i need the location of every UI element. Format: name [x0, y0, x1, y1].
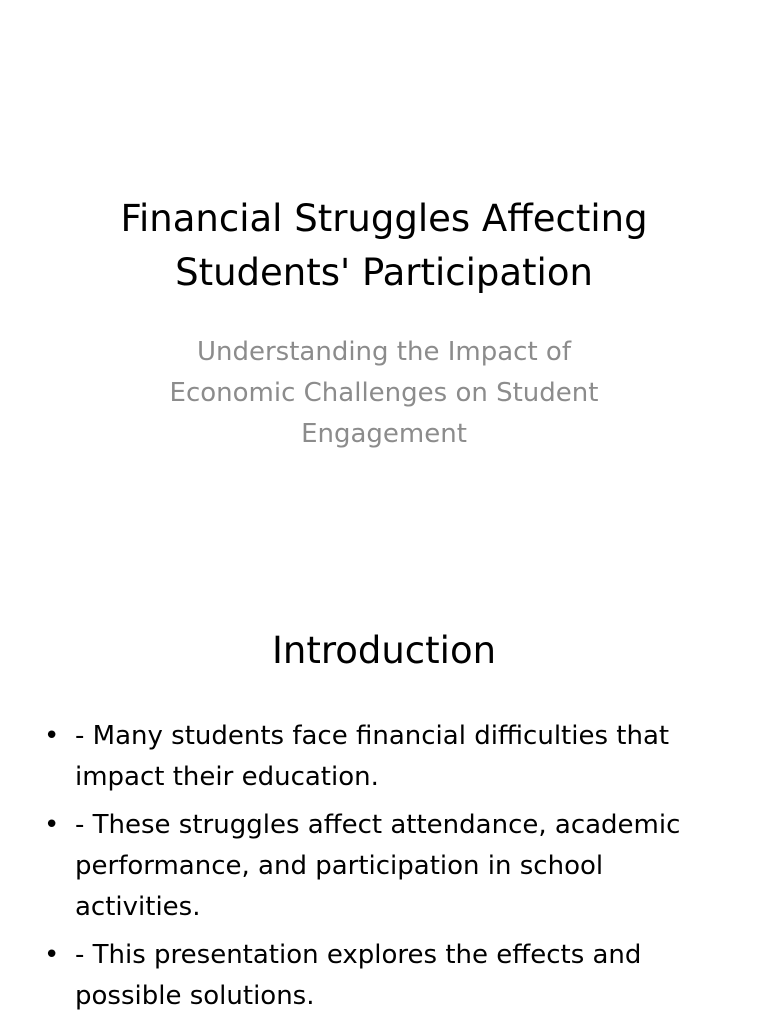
bullet-text: - Many students face financial difficulties that impact their education.	[75, 721, 670, 792]
slide-subtitle-line-3: Engagement	[301, 419, 467, 449]
slide-subtitle-line-2: Economic Challenges on Student	[169, 378, 599, 408]
introduction-bullet-list	[40, 716, 728, 1024]
bullet-item	[40, 935, 728, 1017]
bullet-item	[40, 805, 728, 928]
bullet-dot-icon: •	[44, 721, 60, 751]
bullet-dot-icon: •	[44, 940, 60, 970]
bullet-text: - These struggles affect attendance, academic performance, and participation in school activities.	[75, 810, 681, 922]
slide-subtitle-line-1: Understanding the Impact of	[196, 337, 571, 367]
slide-title	[40, 192, 728, 300]
introduction-heading: Introduction	[271, 629, 497, 672]
bullet-dot-icon: •	[44, 810, 60, 840]
introduction-slide	[0, 576, 768, 1024]
slide-title-line-1: Financial Struggles Affecting	[120, 197, 648, 240]
bullet-item	[40, 716, 728, 798]
slide-subtitle	[130, 332, 638, 455]
slide-title-line-2: Students' Participation	[175, 251, 593, 294]
bullet-text: - This presentation explores the effects and possible solutions.	[75, 940, 642, 1011]
